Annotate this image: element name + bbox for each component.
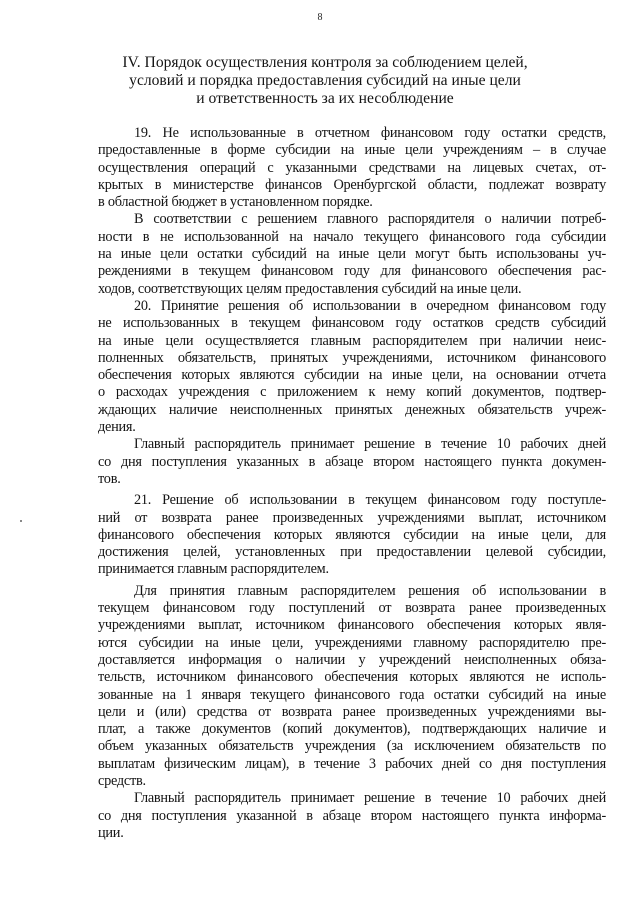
paragraph-line: обеспечения которых являются субсидии на иные цели, на основании отчета — [98, 367, 606, 384]
paragraph-line: 19. Не использованные в отчетном финансовом году остатки средств, — [134, 125, 606, 141]
heading-line: условий и порядка предоставления субсидий на иные цели — [129, 72, 521, 89]
paragraph-line: принимается главным распорядителем. — [98, 561, 329, 578]
paragraph-line: Главный распорядитель принимает решение в течение 10 рабочих дней — [134, 436, 606, 453]
heading-line: IV. Порядок осуществления контроля за соблюдением целей, — [122, 54, 528, 71]
paragraph-line: крытых в министерстве финансов Оренбургской области, подлежат возврату — [98, 176, 606, 193]
paragraph-line: ности в не использованной на начало текущего финансового года субсидии — [98, 228, 606, 245]
paragraph-p21 — [98, 492, 606, 578]
paragraph-line: финансового обеспечения которых являются субсидии на иные цели, для — [98, 526, 606, 543]
paragraph-line: текущем финансовом году поступлений от возврата ранее произведенных — [98, 600, 606, 617]
document-body — [98, 125, 606, 842]
paragraph-line: ются субсидии на иные цели, учреждениями главному распорядителю пре- — [98, 634, 606, 651]
paragraph-line: зованные на 1 января текущего финансового года остатки субсидий на иные — [98, 686, 606, 703]
heading-line: и ответственность за их несоблюдение — [196, 90, 454, 107]
paragraph-line: ний от возврата ранее произведенных учреждениями выплат, источником — [98, 509, 606, 526]
margin-mark — [20, 520, 22, 522]
paragraph-p20 — [98, 298, 606, 436]
paragraph-line: со дня поступления указанной в абзаце втором настоящего пункта информа- — [98, 807, 606, 824]
paragraph-line: предоставленные в форме субсидии на иные цели учреждениям – в случае — [98, 142, 606, 159]
paragraph-line: учреждениями выплат, источником финансового обеспечения которых явля- — [98, 617, 606, 634]
paragraph-line: Главный распорядитель принимает решение в течение 10 рабочих дней — [134, 790, 606, 807]
paragraph-line: реждениями в текущем финансовом году для финансового обеспечения рас- — [98, 263, 606, 280]
paragraph-p19-2 — [98, 211, 606, 297]
paragraph-line: выплатам физическим лицам), в течение 3 рабочих дней со дня поступления — [98, 755, 606, 772]
paragraph-line: о расходах учреждения с приложением к нему копий документов, подтвер- — [98, 384, 606, 401]
paragraph-p19 — [98, 125, 606, 211]
paragraph-line: со дня поступления указанных в абзаце втором настоящего пункта докумен- — [98, 453, 606, 470]
paragraph-line: дения. — [98, 419, 136, 436]
paragraph-line: ждающих наличие неисполненных принятых денежных обязательств учреж- — [98, 401, 606, 418]
paragraph-line: 21. Решение об использовании в текущем финансовом году поступле- — [134, 492, 606, 509]
paragraph-line: объем указанных обязательств учреждения (за исключением обязательств по — [98, 738, 606, 755]
paragraph-p21-2 — [98, 583, 606, 791]
paragraph-p21-3 — [98, 790, 606, 842]
paragraph-line: в областной бюджет в установленном порядке. — [98, 194, 373, 211]
paragraph-line: средств. — [98, 772, 146, 789]
section-heading — [90, 54, 560, 108]
paragraph-line: тельств, источником финансового обеспечения которых являются не исполь- — [98, 669, 606, 686]
page-number: 8 — [317, 12, 323, 23]
paragraph-line: плат, а также документов (копий документов), подтверждающих наличие и — [98, 721, 606, 738]
paragraph-line: Для принятия главным распорядителем решения об использовании в — [134, 582, 606, 599]
paragraph-line: ходов, соответствующих целям предоставления субсидий на иные цели. — [98, 280, 522, 297]
paragraph-line: В соответствии с решением главного распорядителя о наличии потреб- — [134, 211, 606, 228]
paragraph-line: доставляется информация о наличии у учреждений неисполненных обяза- — [98, 651, 606, 668]
paragraph-line: 20. Принятие решения об использовании в очередном финансовом году — [134, 297, 606, 314]
paragraph-line: тов. — [98, 470, 121, 487]
paragraph-line: на иные цели остатки субсидий на иные цели могут быть использованы уч- — [98, 246, 606, 263]
paragraph-p20-2 — [98, 436, 606, 488]
paragraph-line: ции. — [98, 824, 124, 841]
paragraph-line: осуществления операций с указанными средствами на лицевых счетах, от- — [98, 159, 606, 176]
paragraph-line: не использованных в текущем финансовом году остатков средств субсидий — [98, 315, 606, 332]
paragraph-line: достижения целей, установленных при предоставлении целевой субсидии, — [98, 544, 606, 561]
paragraph-line: цели и (или) средства от возврата ранее произведенных учреждениями вы- — [98, 703, 606, 720]
paragraph-line: полненных обязательств, принятых учреждениями, источником финансового — [98, 349, 606, 366]
paragraph-line: на иные цели осуществляется главным распорядителем при наличии неис- — [98, 332, 606, 349]
